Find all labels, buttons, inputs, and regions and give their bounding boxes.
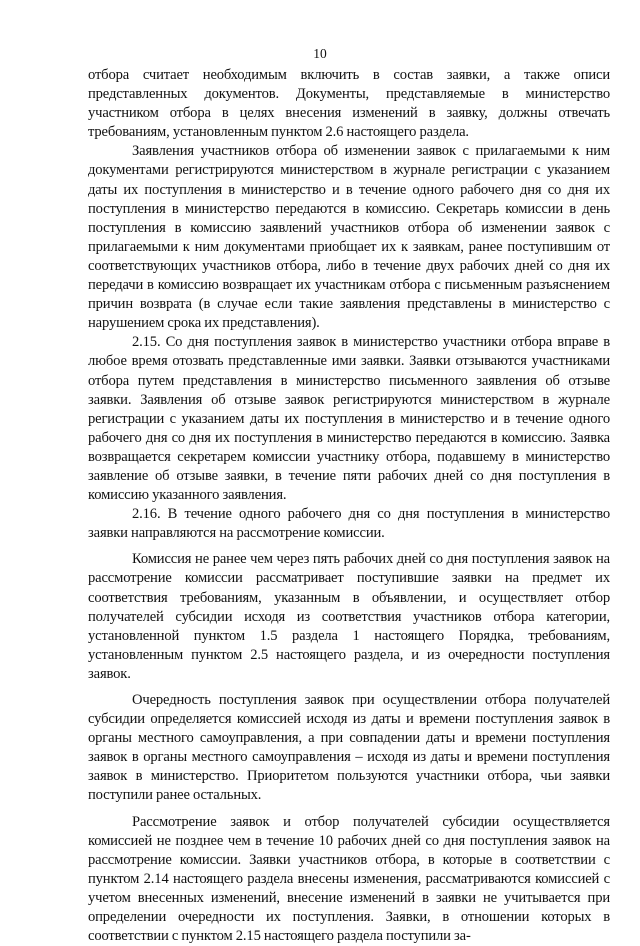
document-body: [88, 66, 610, 946]
paragraph-continuation: отбора считает необходимым включить в состав заявки, а также описи представленных документов. Документы, представляемые в министерство участником отбора в целях внесения изменений в заявку, должны отвечать требованиям, установленным пунктом 2.6 настоящего раздела.: [88, 67, 610, 141]
paragraph-order-of-receipt: Очередность поступления заявок при осуществлении отбора получателей субсидии определяется комиссией исходя из даты и времени поступления заявок в органы местного самоуправления, а при совпадении даты и времени поступления заявок в органы местного самоуправления – исходя из даты и времени поступления заявок в министерство. Приоритетом пользуются участники отбора, чьи заявки поступили ранее остальных.: [88, 692, 610, 804]
paragraph-clause-2-16: 2.16. В течение одного рабочего дня со дня поступления в министерство заявки направляются на рассмотрение комиссии.: [88, 506, 610, 542]
paragraph-review-timeline: Рассмотрение заявок и отбор получателей субсидии осуществляется комиссией не позднее чем в течение 10 рабочих дней со дня поступления заявок на рассмотрение комиссии. Заявки участников отбора, в которые в соответствии с пунктом 2.14 настоящего раздела внесены изменения, рассматриваются комиссией с учетом внесенных изменений, внесение изменений в заявки не учитывается при определении очередности их поступления. Заявки, в отношении которых в соответствии с пунктом 2.15 настоящего раздела поступили за-: [88, 813, 610, 945]
page-number: 10: [313, 46, 327, 61]
paragraph-clause-2-15: 2.15. Со дня поступления заявок в министерство участники отбора вправе в любое время отозвать представленные ими заявки. Заявки отзываются участниками отбора путем представления в министерство письменного заявления об отзыве заявки. Заявления об отзыве заявок регистрируются министерством в журнале регистрации с указанием даты их поступления в министерство и в течение одного рабочего дня со дня их поступления в министерство передаются в комиссию. Заявка возвращается секретарем комиссии участнику отбора, подавшему в министерство заявление об отзыве заявки, в течение пяти рабочих дней со дня поступления в комиссию указанного заявления.: [88, 334, 610, 504]
paragraph-change-applications: Заявления участников отбора об изменении заявок с прилагаемыми к ним документами регистрируются министерством в журнале регистрации с указанием даты их поступления в министерство и в течение одного рабочего дня со дня их поступления в министерство передаются в комиссию. Секретарь комиссии в день поступления в комиссию заявлений участников отбора об изменении заявок с прилагаемыми к ним документами приобщает их к заявкам, ранее поступившим от соответствующих участников отбора, либо в течение двух рабочих дней со дня их передачи в комиссию возвращает их участникам отбора с письменным разъяснением причин возврата (в случае если такие заявления представлены в министерство с нарушением срока их представления).: [88, 143, 610, 332]
paragraph-commission-review: Комиссия не ранее чем через пять рабочих дней со дня поступления заявок на рассмотрение комиссии рассматривает поступившие заявки на предмет их соответствия требованиям, указанным в объявлении, и осуществляет отбор получателей субсидии исходя из соответствия участников отбора категории, установленной пунктом 1.5 раздела 1 настоящего Порядка, требованиям, установленным пунктом 2.5 настоящего раздела, и из очередности поступления заявок.: [88, 551, 610, 682]
